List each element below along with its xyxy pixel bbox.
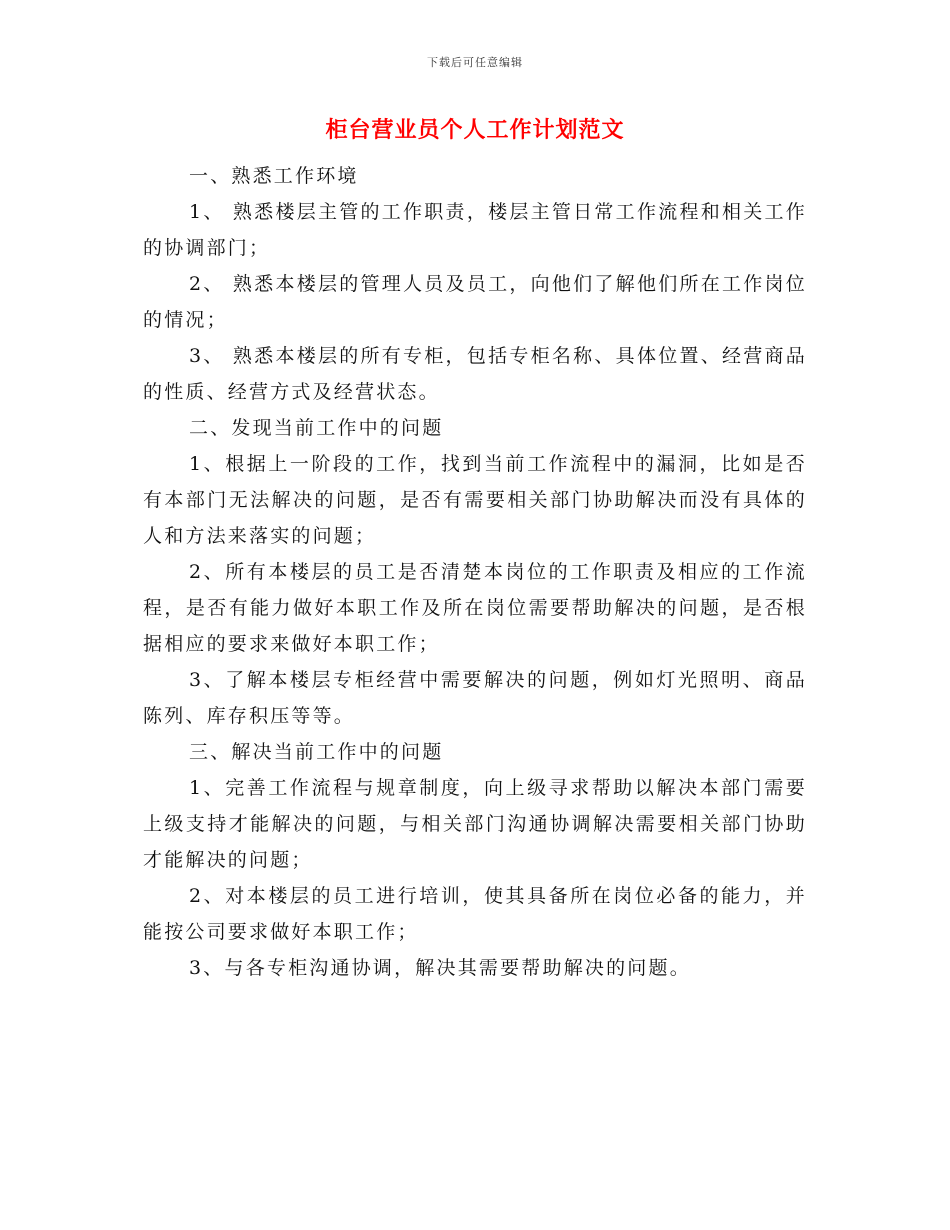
paragraph-3-1: 1、完善工作流程与规章制度，向上级寻求帮助以解决本部门需要上级支持才能解决的问题，与相关部门沟通协调解决需要相关部门协助才能解决的问题；	[143, 777, 807, 871]
paragraph-1-3: 3、 熟悉本楼层的所有专柜，包括专柜名称、具体位置、经营商品的性质、经营方式及经营状态。	[143, 345, 807, 403]
paragraph-2-1: 1、根据上一阶段的工作，找到当前工作流程中的漏洞，比如是否有本部门无法解决的问题，是否有需要相关部门协助解决而没有具体的人和方法来落实的问题；	[143, 453, 807, 547]
document-body	[143, 158, 807, 986]
paragraph-3-2: 2、对本楼层的员工进行培训，使其具备所在岗位必备的能力，并能按公司要求做好本职工作；	[143, 885, 807, 943]
paragraph-3-3: 3、与各专柜沟通协调，解决其需要帮助解决的问题。	[189, 957, 691, 979]
section-heading-3: 三、解决当前工作中的问题	[189, 741, 444, 763]
paragraph-2-2: 2、所有本楼层的员工是否清楚本岗位的工作职责及相应的工作流程，是否有能力做好本职工作及所在岗位需要帮助解决的问题，是否根据相应的要求来做好本职工作；	[143, 561, 807, 655]
header-note: 下载后可任意编辑	[427, 56, 523, 69]
paragraph-1-2: 2、 熟悉本楼层的管理人员及员工，向他们了解他们所在工作岗位的情况；	[143, 273, 807, 331]
paragraph-1-1: 1、 熟悉楼层主管的工作职责，楼层主管日常工作流程和相关工作的协调部门；	[143, 201, 807, 259]
paragraph-2-3: 3、了解本楼层专柜经营中需要解决的问题，例如灯光照明、商品陈列、库存积压等等。	[143, 669, 807, 727]
document-title: 柜台营业员个人工作计划范文	[325, 117, 625, 143]
section-heading-2: 二、发现当前工作中的问题	[189, 417, 444, 439]
section-heading-1: 一、熟悉工作环境	[189, 165, 359, 187]
